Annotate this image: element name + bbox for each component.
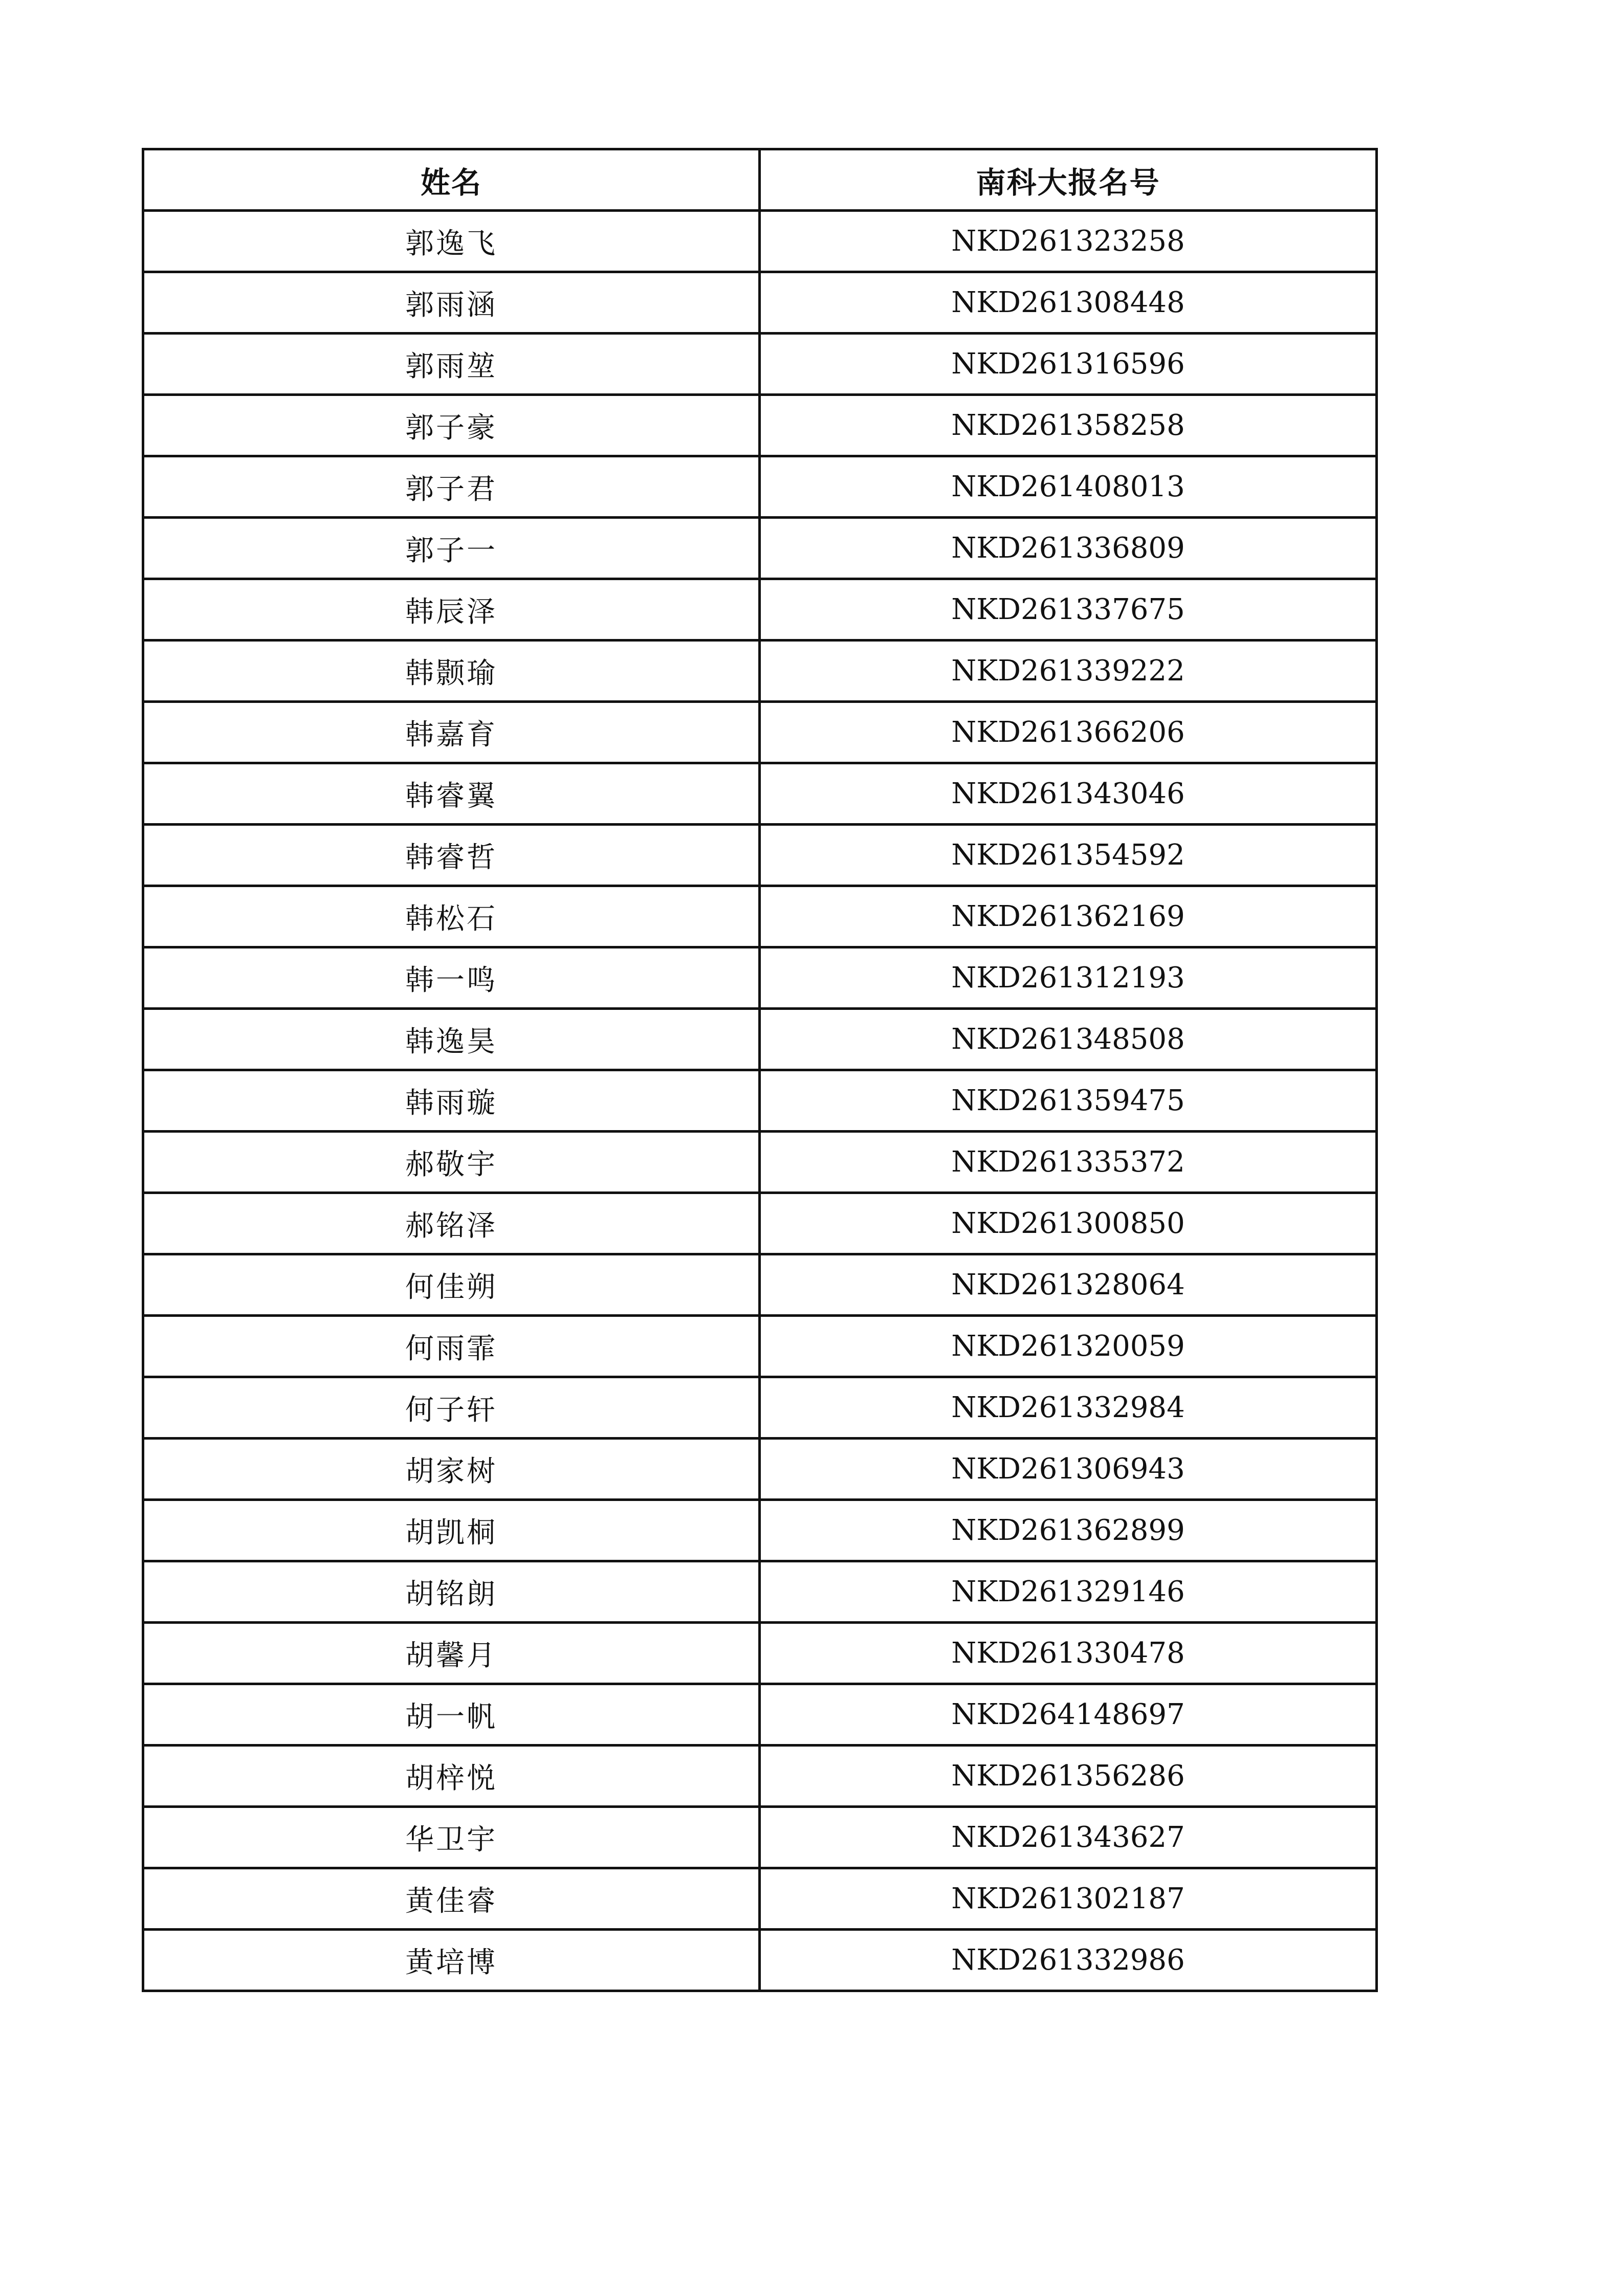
registration-number-cell: NKD261308448 bbox=[760, 272, 1377, 334]
roster-table bbox=[142, 148, 1378, 1992]
student-name-cell: 郭雨涵 bbox=[143, 272, 760, 334]
table-row bbox=[143, 395, 1377, 456]
table-row bbox=[143, 702, 1377, 763]
student-name-cell: 郭雨堃 bbox=[143, 334, 760, 395]
student-name-cell: 黄培博 bbox=[143, 1930, 760, 1991]
table-row bbox=[143, 1070, 1377, 1132]
registration-number-cell: NKD261358258 bbox=[760, 395, 1377, 456]
registration-number-cell: NKD261330478 bbox=[760, 1623, 1377, 1684]
table-row bbox=[143, 1193, 1377, 1254]
table-row bbox=[143, 1930, 1377, 1991]
registration-number-cell: NKD261362169 bbox=[760, 886, 1377, 947]
name-column-header: 姓名 bbox=[143, 149, 760, 211]
table-row bbox=[143, 1009, 1377, 1070]
table-row bbox=[143, 1500, 1377, 1561]
table-row bbox=[143, 1377, 1377, 1439]
registration-number-cell: NKD261332984 bbox=[760, 1377, 1377, 1439]
registration-number-cell: NKD261337675 bbox=[760, 579, 1377, 641]
student-name-cell: 郭子一 bbox=[143, 518, 760, 579]
roster-body bbox=[143, 211, 1377, 1991]
registration-number-cell: NKD261323258 bbox=[760, 211, 1377, 272]
table-row bbox=[143, 1746, 1377, 1807]
student-name-cell: 胡家树 bbox=[143, 1439, 760, 1500]
table-row bbox=[143, 641, 1377, 702]
student-name-cell: 何佳朔 bbox=[143, 1254, 760, 1316]
student-name-cell: 韩睿翼 bbox=[143, 763, 760, 825]
registration-number-cell: NKD261335372 bbox=[760, 1132, 1377, 1193]
table-row bbox=[143, 579, 1377, 641]
student-name-cell: 胡凯桐 bbox=[143, 1500, 760, 1561]
table-row bbox=[143, 1561, 1377, 1623]
registration-number-cell: NKD261306943 bbox=[760, 1439, 1377, 1500]
registration-number-cell: NKD261362899 bbox=[760, 1500, 1377, 1561]
table-row bbox=[143, 1254, 1377, 1316]
student-name-cell: 郝铭泽 bbox=[143, 1193, 760, 1254]
registration-number-cell: NKD261332986 bbox=[760, 1930, 1377, 1991]
registration-number-cell: NKD261366206 bbox=[760, 702, 1377, 763]
student-name-cell: 郭子豪 bbox=[143, 395, 760, 456]
header-row bbox=[143, 149, 1377, 211]
student-name-cell: 韩雨璇 bbox=[143, 1070, 760, 1132]
student-name-cell: 何雨霏 bbox=[143, 1316, 760, 1377]
registration-number-cell: NKD261302187 bbox=[760, 1868, 1377, 1930]
registration-number-cell: NKD264148697 bbox=[760, 1684, 1377, 1746]
table-row bbox=[143, 1439, 1377, 1500]
table-row bbox=[143, 947, 1377, 1009]
student-name-cell: 胡馨月 bbox=[143, 1623, 760, 1684]
table-row bbox=[143, 886, 1377, 947]
registration-number-cell: NKD261356286 bbox=[760, 1746, 1377, 1807]
table-row bbox=[143, 1868, 1377, 1930]
student-name-cell: 郭子君 bbox=[143, 456, 760, 518]
table-row bbox=[143, 1623, 1377, 1684]
student-name-cell: 韩睿哲 bbox=[143, 825, 760, 886]
student-name-cell: 胡梓悦 bbox=[143, 1746, 760, 1807]
registration-number-cell: NKD261328064 bbox=[760, 1254, 1377, 1316]
registration-number-cell: NKD261329146 bbox=[760, 1561, 1377, 1623]
student-name-cell: 黄佳睿 bbox=[143, 1868, 760, 1930]
student-name-cell: 韩颢瑜 bbox=[143, 641, 760, 702]
table-row bbox=[143, 1316, 1377, 1377]
student-name-cell: 韩嘉育 bbox=[143, 702, 760, 763]
registration-number-cell: NKD261343627 bbox=[760, 1807, 1377, 1868]
table-row bbox=[143, 1807, 1377, 1868]
registration-number-cell: NKD261408013 bbox=[760, 456, 1377, 518]
registration-number-cell: NKD261343046 bbox=[760, 763, 1377, 825]
regno-column-header: 南科大报名号 bbox=[760, 149, 1377, 211]
registration-number-cell: NKD261316596 bbox=[760, 334, 1377, 395]
table-row bbox=[143, 272, 1377, 334]
student-name-cell: 韩辰泽 bbox=[143, 579, 760, 641]
table-row bbox=[143, 211, 1377, 272]
registration-number-cell: NKD261300850 bbox=[760, 1193, 1377, 1254]
registration-number-cell: NKD261354592 bbox=[760, 825, 1377, 886]
student-name-cell: 胡铭朗 bbox=[143, 1561, 760, 1623]
student-name-cell: 韩逸昊 bbox=[143, 1009, 760, 1070]
table-row bbox=[143, 1132, 1377, 1193]
student-name-cell: 韩一鸣 bbox=[143, 947, 760, 1009]
table-row bbox=[143, 1684, 1377, 1746]
table-row bbox=[143, 763, 1377, 825]
student-name-cell: 韩松石 bbox=[143, 886, 760, 947]
table-row bbox=[143, 825, 1377, 886]
student-name-cell: 何子轩 bbox=[143, 1377, 760, 1439]
student-name-cell: 郭逸飞 bbox=[143, 211, 760, 272]
registration-number-cell: NKD261336809 bbox=[760, 518, 1377, 579]
registration-number-cell: NKD261348508 bbox=[760, 1009, 1377, 1070]
table-row bbox=[143, 334, 1377, 395]
roster-sheet bbox=[142, 148, 1375, 1992]
student-name-cell: 郝敬宇 bbox=[143, 1132, 760, 1193]
registration-number-cell: NKD261339222 bbox=[760, 641, 1377, 702]
table-row bbox=[143, 456, 1377, 518]
registration-number-cell: NKD261312193 bbox=[760, 947, 1377, 1009]
student-name-cell: 胡一帆 bbox=[143, 1684, 760, 1746]
table-row bbox=[143, 518, 1377, 579]
registration-number-cell: NKD261320059 bbox=[760, 1316, 1377, 1377]
student-name-cell: 华卫宇 bbox=[143, 1807, 760, 1868]
registration-number-cell: NKD261359475 bbox=[760, 1070, 1377, 1132]
